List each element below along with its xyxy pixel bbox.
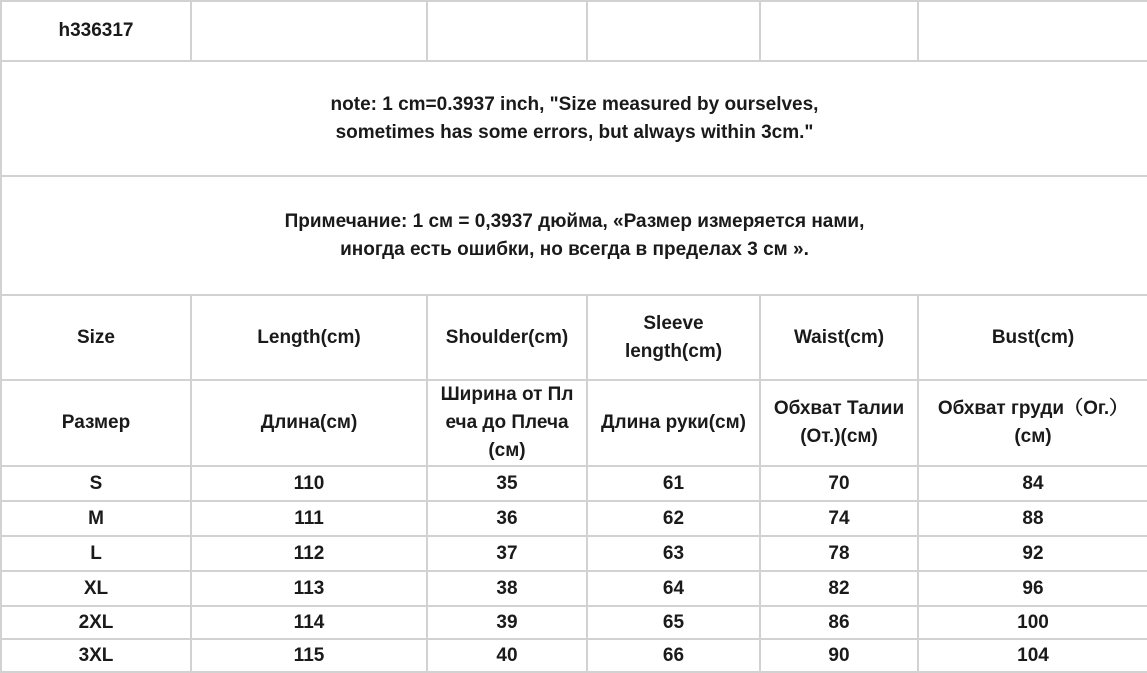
- cell-sleeve: 66: [587, 639, 760, 672]
- note-ru-row: [1, 176, 1147, 295]
- empty-cell: [918, 1, 1147, 61]
- cell-sleeve: 65: [587, 606, 760, 639]
- cell-sleeve: 64: [587, 571, 760, 606]
- table-row: [1, 571, 1147, 606]
- cell-size: L: [1, 536, 191, 571]
- header-bust-ru: Обхват груди（Ог.） (см): [918, 380, 1147, 466]
- cell-size: 2XL: [1, 606, 191, 639]
- table-row: [1, 466, 1147, 501]
- header-row-russian: [1, 380, 1147, 466]
- cell-waist: 74: [760, 501, 918, 536]
- cell-bust: 100: [918, 606, 1147, 639]
- cell-waist: 90: [760, 639, 918, 672]
- cell-size: 3XL: [1, 639, 191, 672]
- header-shoulder-ru: Ширина от Пл еча до Плеча (см): [427, 380, 587, 466]
- table-row: [1, 606, 1147, 639]
- cell-waist: 82: [760, 571, 918, 606]
- code-row: [1, 1, 1147, 61]
- header-sleeve-length-ru: Длина руки(см): [587, 380, 760, 466]
- cell-waist: 86: [760, 606, 918, 639]
- cell-size: XL: [1, 571, 191, 606]
- header-row-english: [1, 295, 1147, 380]
- cell-shoulder: 35: [427, 466, 587, 501]
- cell-shoulder: 40: [427, 639, 587, 672]
- header-bust: Bust(cm): [918, 295, 1147, 380]
- note-russian: Примечание: 1 см = 0,3937 дюйма, «Размер измеряется нами, иногда есть ошибки, но всегда в пределах 3 см ».: [1, 176, 1147, 295]
- cell-length: 115: [191, 639, 427, 672]
- cell-shoulder: 37: [427, 536, 587, 571]
- cell-shoulder: 38: [427, 571, 587, 606]
- cell-length: 112: [191, 536, 427, 571]
- cell-length: 114: [191, 606, 427, 639]
- cell-length: 113: [191, 571, 427, 606]
- empty-cell: [191, 1, 427, 61]
- cell-sleeve: 63: [587, 536, 760, 571]
- header-waist: Waist(cm): [760, 295, 918, 380]
- note-english: note: 1 cm=0.3937 inch, "Size measured by ourselves, sometimes has some errors, but always within 3cm.": [1, 61, 1147, 176]
- header-length-ru: Длина(см): [191, 380, 427, 466]
- header-size: Size: [1, 295, 191, 380]
- cell-sleeve: 62: [587, 501, 760, 536]
- cell-bust: 84: [918, 466, 1147, 501]
- cell-shoulder: 39: [427, 606, 587, 639]
- product-code: h336317: [1, 1, 191, 61]
- header-size-ru: Размер: [1, 380, 191, 466]
- cell-waist: 78: [760, 536, 918, 571]
- cell-shoulder: 36: [427, 501, 587, 536]
- empty-cell: [587, 1, 760, 61]
- cell-bust: 96: [918, 571, 1147, 606]
- header-waist-ru: Обхват Талии (От.)(см): [760, 380, 918, 466]
- header-length: Length(cm): [191, 295, 427, 380]
- empty-cell: [760, 1, 918, 61]
- table-row: [1, 639, 1147, 672]
- table-row: [1, 536, 1147, 571]
- cell-size: M: [1, 501, 191, 536]
- cell-bust: 88: [918, 501, 1147, 536]
- header-shoulder: Shoulder(cm): [427, 295, 587, 380]
- header-sleeve-length: Sleeve length(cm): [587, 295, 760, 380]
- cell-size: S: [1, 466, 191, 501]
- cell-waist: 70: [760, 466, 918, 501]
- table-row: [1, 501, 1147, 536]
- cell-sleeve: 61: [587, 466, 760, 501]
- note-en-row: [1, 61, 1147, 176]
- cell-length: 110: [191, 466, 427, 501]
- cell-bust: 104: [918, 639, 1147, 672]
- cell-bust: 92: [918, 536, 1147, 571]
- cell-length: 111: [191, 501, 427, 536]
- empty-cell: [427, 1, 587, 61]
